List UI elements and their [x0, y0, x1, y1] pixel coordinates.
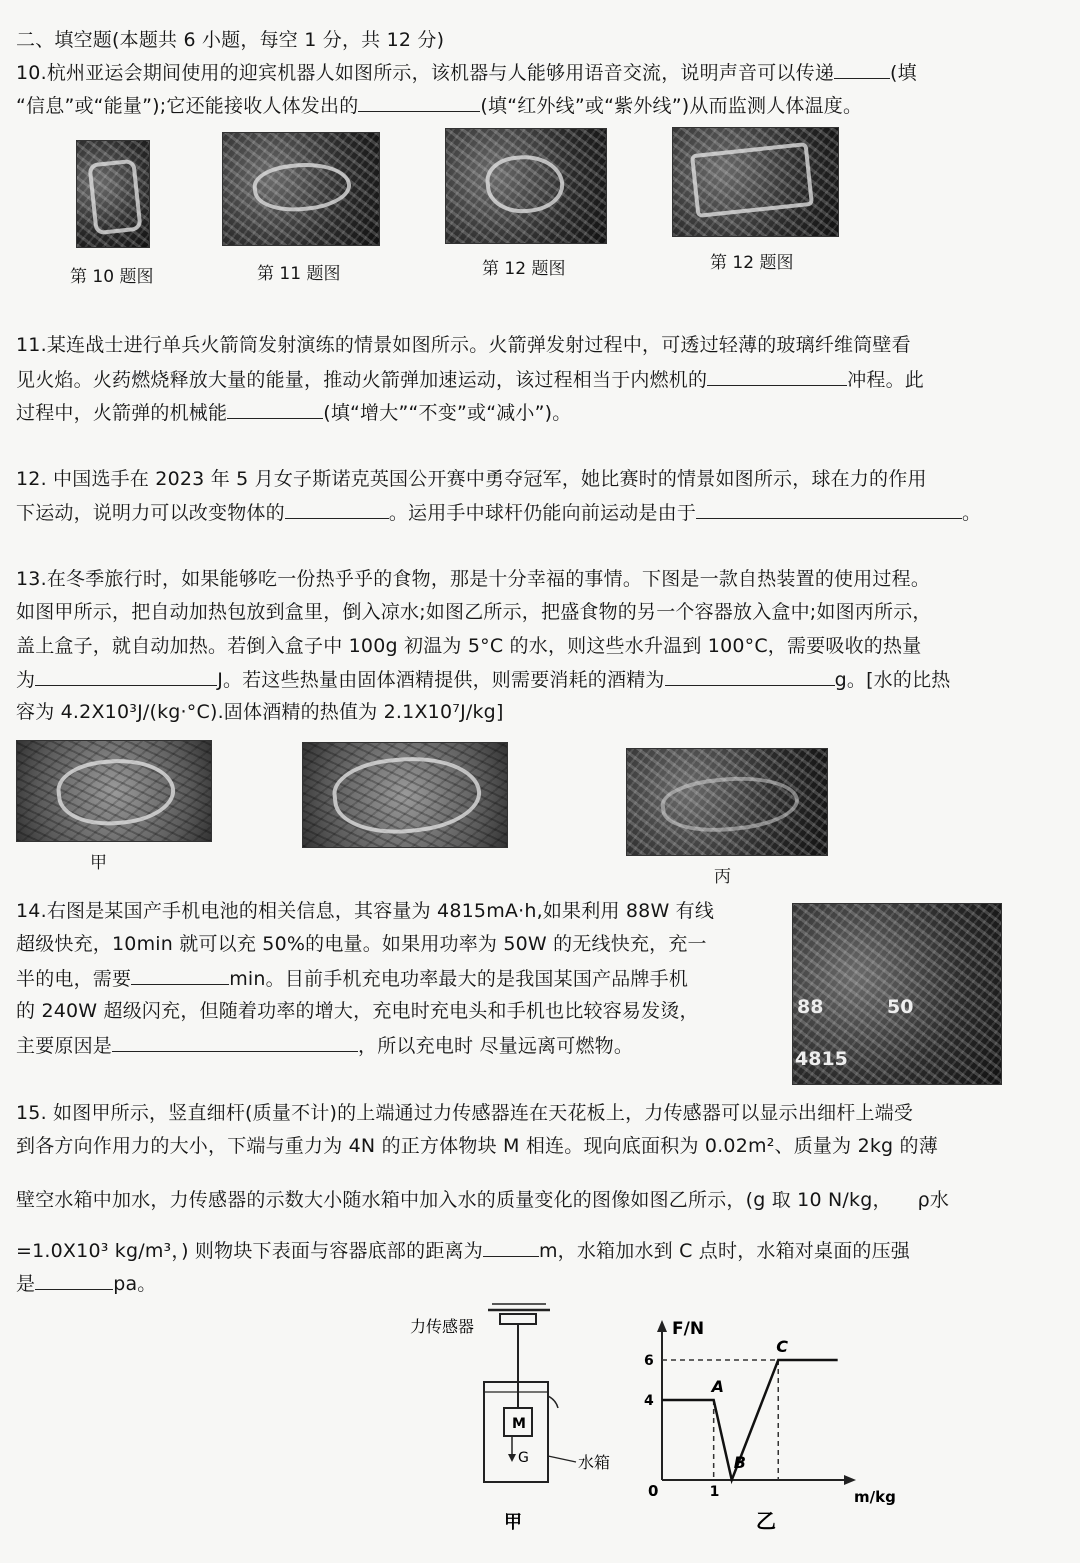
fig14-battery-photo — [792, 903, 1002, 1085]
section-heading: 二、填空题(本题共 6 小题，每空 1 分，共 12 分) — [16, 29, 445, 51]
q11-text-2b: 冲程。此 — [847, 369, 925, 391]
q11-text-2a: 见火焰。火药燃烧释放大量的能量，推动火箭弹加速运动，该过程相当于内燃机的 — [16, 369, 708, 391]
q13-line-2: 如图甲所示，把自动加热包放到盒里，倒入凉水;如图乙所示，把盛食物的另一个容器放入盒中;如图丙所示， — [16, 601, 932, 623]
q14-line-5 — [16, 1033, 633, 1058]
battery-label-50: 50 — [887, 996, 914, 1018]
fig12-snooker-photo-a — [445, 128, 607, 244]
x-axis-arrow — [844, 1475, 856, 1485]
q10-line-2 — [16, 93, 862, 118]
q12-line-1: 12. 中国选手在 2023 年 5 月女子斯诺克英国公开赛中勇夺冠军，她比赛时的情景如图所示，球在力的作用 — [16, 468, 927, 490]
q13-blank-2[interactable] — [665, 667, 835, 686]
q13-blank-1[interactable] — [35, 667, 217, 686]
fig13-bing-photo — [626, 748, 828, 856]
battery-label-4815: 4815 — [795, 1048, 848, 1070]
q14-blank-2[interactable] — [112, 1033, 358, 1052]
fig13-yi-photo — [302, 742, 508, 848]
q10-text-1: 10.杭州亚运会期间使用的迎宾机器人如图所示，该机器与人能够用语音交流，说明声音可以传递 — [16, 62, 835, 84]
q11-line-1: 11.某连战士进行单兵火箭筒发射演练的情景如图所示。火箭弹发射过程中，可透过轻薄的玻璃纤维筒壁看 — [16, 334, 911, 356]
q15-text-4a: =1.0X10³ kg/m³，) 则物块下表面与容器底部的距离为 — [16, 1240, 483, 1262]
block-m-label: M — [512, 1416, 526, 1432]
q14-text-3a: 半的电，需要 — [16, 968, 132, 990]
q10-line-1 — [16, 60, 917, 85]
battery-label-88: 88 — [797, 996, 824, 1018]
q10-text-1-tail: (填 — [890, 62, 917, 84]
fig15-apparatus-diagram — [400, 1300, 640, 1540]
fig15-jia-caption: 甲 — [504, 1512, 522, 1533]
x-axis-label: m/kg — [854, 1488, 896, 1506]
q12-line-2 — [16, 500, 981, 525]
origin-label: 0 — [648, 1482, 659, 1500]
fig11-caption: 第 11 题图 — [257, 264, 341, 284]
q15-text-5b: pa。 — [113, 1273, 157, 1295]
q11-line-3 — [16, 400, 572, 425]
q10-blank-1[interactable] — [834, 60, 890, 79]
fig12a-caption: 第 12 题图 — [482, 259, 566, 279]
q13-line-5: 容为 4.2X10³J/(kg·°C).固体酒精的热值为 2.1X10⁷J/kg] — [16, 701, 504, 723]
fig13-jia-caption: 甲 — [90, 853, 107, 873]
force-sensor — [500, 1314, 536, 1324]
fig12b-caption: 第 12 题图 — [710, 253, 794, 273]
fig10-caption: 第 10 题图 — [70, 267, 154, 287]
q11-blank-2[interactable] — [227, 400, 323, 419]
q13-text-4a: 为 — [16, 669, 36, 691]
q14-text-3b: min。目前手机充电功率最大的是我国某国产品牌手机 — [229, 968, 689, 990]
q10-text-2b: (填“红外线”或“紫外线”)从而监测人体温度。 — [480, 95, 863, 117]
gravity-arrowhead — [508, 1454, 516, 1462]
gravity-label: G — [518, 1450, 529, 1466]
q11-text-3a: 过程中，火箭弹的机械能 — [16, 402, 228, 424]
point-label-C: C — [776, 1337, 788, 1356]
q13-line-1: 13.在冬季旅行时，如果能够吃一份热乎乎的食物，那是十分幸福的事情。下图是一款自热装置的使用过程。 — [16, 568, 931, 590]
q12-text-2b: 。运用手中球杆仍能向前运动是由于 — [388, 502, 697, 524]
q15-line-1: 15. 如图甲所示，竖直细杆(质量不计)的上端通过力传感器连在天花板上，力传感器可以显示出细杆上端受 — [16, 1102, 914, 1124]
q13-text-4c: g。[水的比热 — [834, 669, 951, 691]
q15-text-3b: ρ水 — [917, 1189, 950, 1211]
q13-text-4b: J。若这些热量由固体酒精提供，则需要消耗的酒精为 — [217, 669, 665, 691]
point-label-A: A — [711, 1377, 725, 1396]
q15-line-5 — [16, 1271, 157, 1296]
q11-blank-1[interactable] — [707, 367, 847, 386]
water-tank — [484, 1382, 548, 1482]
fig12-snooker-photo-b — [672, 127, 839, 237]
q11-line-2 — [16, 367, 924, 392]
fig13-jia-photo — [16, 740, 212, 842]
q14-line-2: 超级快充，10min 就可以充 50%的电量。如果用功率为 50W 的无线快充，充一 — [16, 933, 707, 955]
q14-line-3 — [16, 966, 688, 991]
fig15-force-mass-chart — [640, 1310, 920, 1540]
fig15-yi-caption: 乙 — [756, 1509, 776, 1533]
q10-text-2a: “信息”或“能量”);它还能接收人体发出的 — [16, 95, 359, 117]
inlet-pipe — [548, 1396, 558, 1408]
fig10-robot-photo — [76, 140, 150, 248]
q10-blank-2[interactable] — [358, 93, 480, 112]
q15-text-4b: m，水箱加水到 C 点时，水箱对桌面的压强 — [538, 1240, 910, 1262]
q12-blank-2[interactable] — [696, 500, 962, 519]
series-line-force — [662, 1360, 838, 1480]
q12-text-2a: 下运动，说明力可以改变物体的 — [16, 502, 285, 524]
q12-text-2c: 。 — [962, 502, 982, 524]
sensor-label: 力传感器 — [410, 1317, 475, 1336]
q11-text-3b: (填“增大”“不变”或“减小”)。 — [323, 402, 572, 424]
q15-line-4 — [16, 1238, 910, 1263]
y-tick-label-6: 6 — [644, 1353, 654, 1369]
q15-blank-2[interactable] — [35, 1271, 113, 1290]
q14-line-1: 14.右图是某国产手机电池的相关信息，其容量为 4815mA·h,如果利用 88W 有线 — [16, 900, 715, 922]
point-label-B: B — [733, 1453, 746, 1472]
q13-line-3: 盖上盒子，就自动加热。若倒入盒子中 100g 初温为 5°C 的水，则这些水升温到 100°C，需要吸收的热量 — [16, 635, 922, 657]
tank-label: 水箱 — [578, 1453, 611, 1472]
q15-text-5a: 是 — [16, 1273, 36, 1295]
fig11-rocket-photo — [222, 132, 380, 246]
y-axis-arrow — [657, 1320, 667, 1332]
q15-line-3 — [16, 1188, 949, 1212]
q12-blank-1[interactable] — [285, 500, 389, 519]
q15-blank-1[interactable] — [483, 1238, 539, 1257]
q14-line-4: 的 240W 超级闪充，但随着功率的增大，充电时充电头和手机也比较容易发烫， — [16, 1000, 699, 1022]
y-tick-label-4: 4 — [644, 1393, 654, 1409]
fig13-bing-caption: 丙 — [714, 867, 731, 887]
x-tick-label-1: 1 — [709, 1484, 720, 1500]
q15-line-2: 到各方向作用力的大小，下端与重力为 4N 的正方体物块 M 相连。现向底面积为 0.02m²、质量为 2kg 的薄 — [16, 1135, 938, 1157]
q14-text-5b: ，所以充电时 尽量远离可燃物。 — [358, 1035, 634, 1057]
q14-blank-1[interactable] — [131, 966, 229, 985]
y-axis-label: F/N — [672, 1319, 705, 1339]
q14-text-5a: 主要原因是 — [16, 1035, 113, 1057]
tank-pointer — [548, 1456, 576, 1462]
q15-text-3a: 壁空水箱中加水，力传感器的示数大小随水箱中加入水的质量变化的图像如图乙所示，(g 取 10 N/kg， — [16, 1189, 892, 1211]
q13-line-4 — [16, 667, 950, 692]
